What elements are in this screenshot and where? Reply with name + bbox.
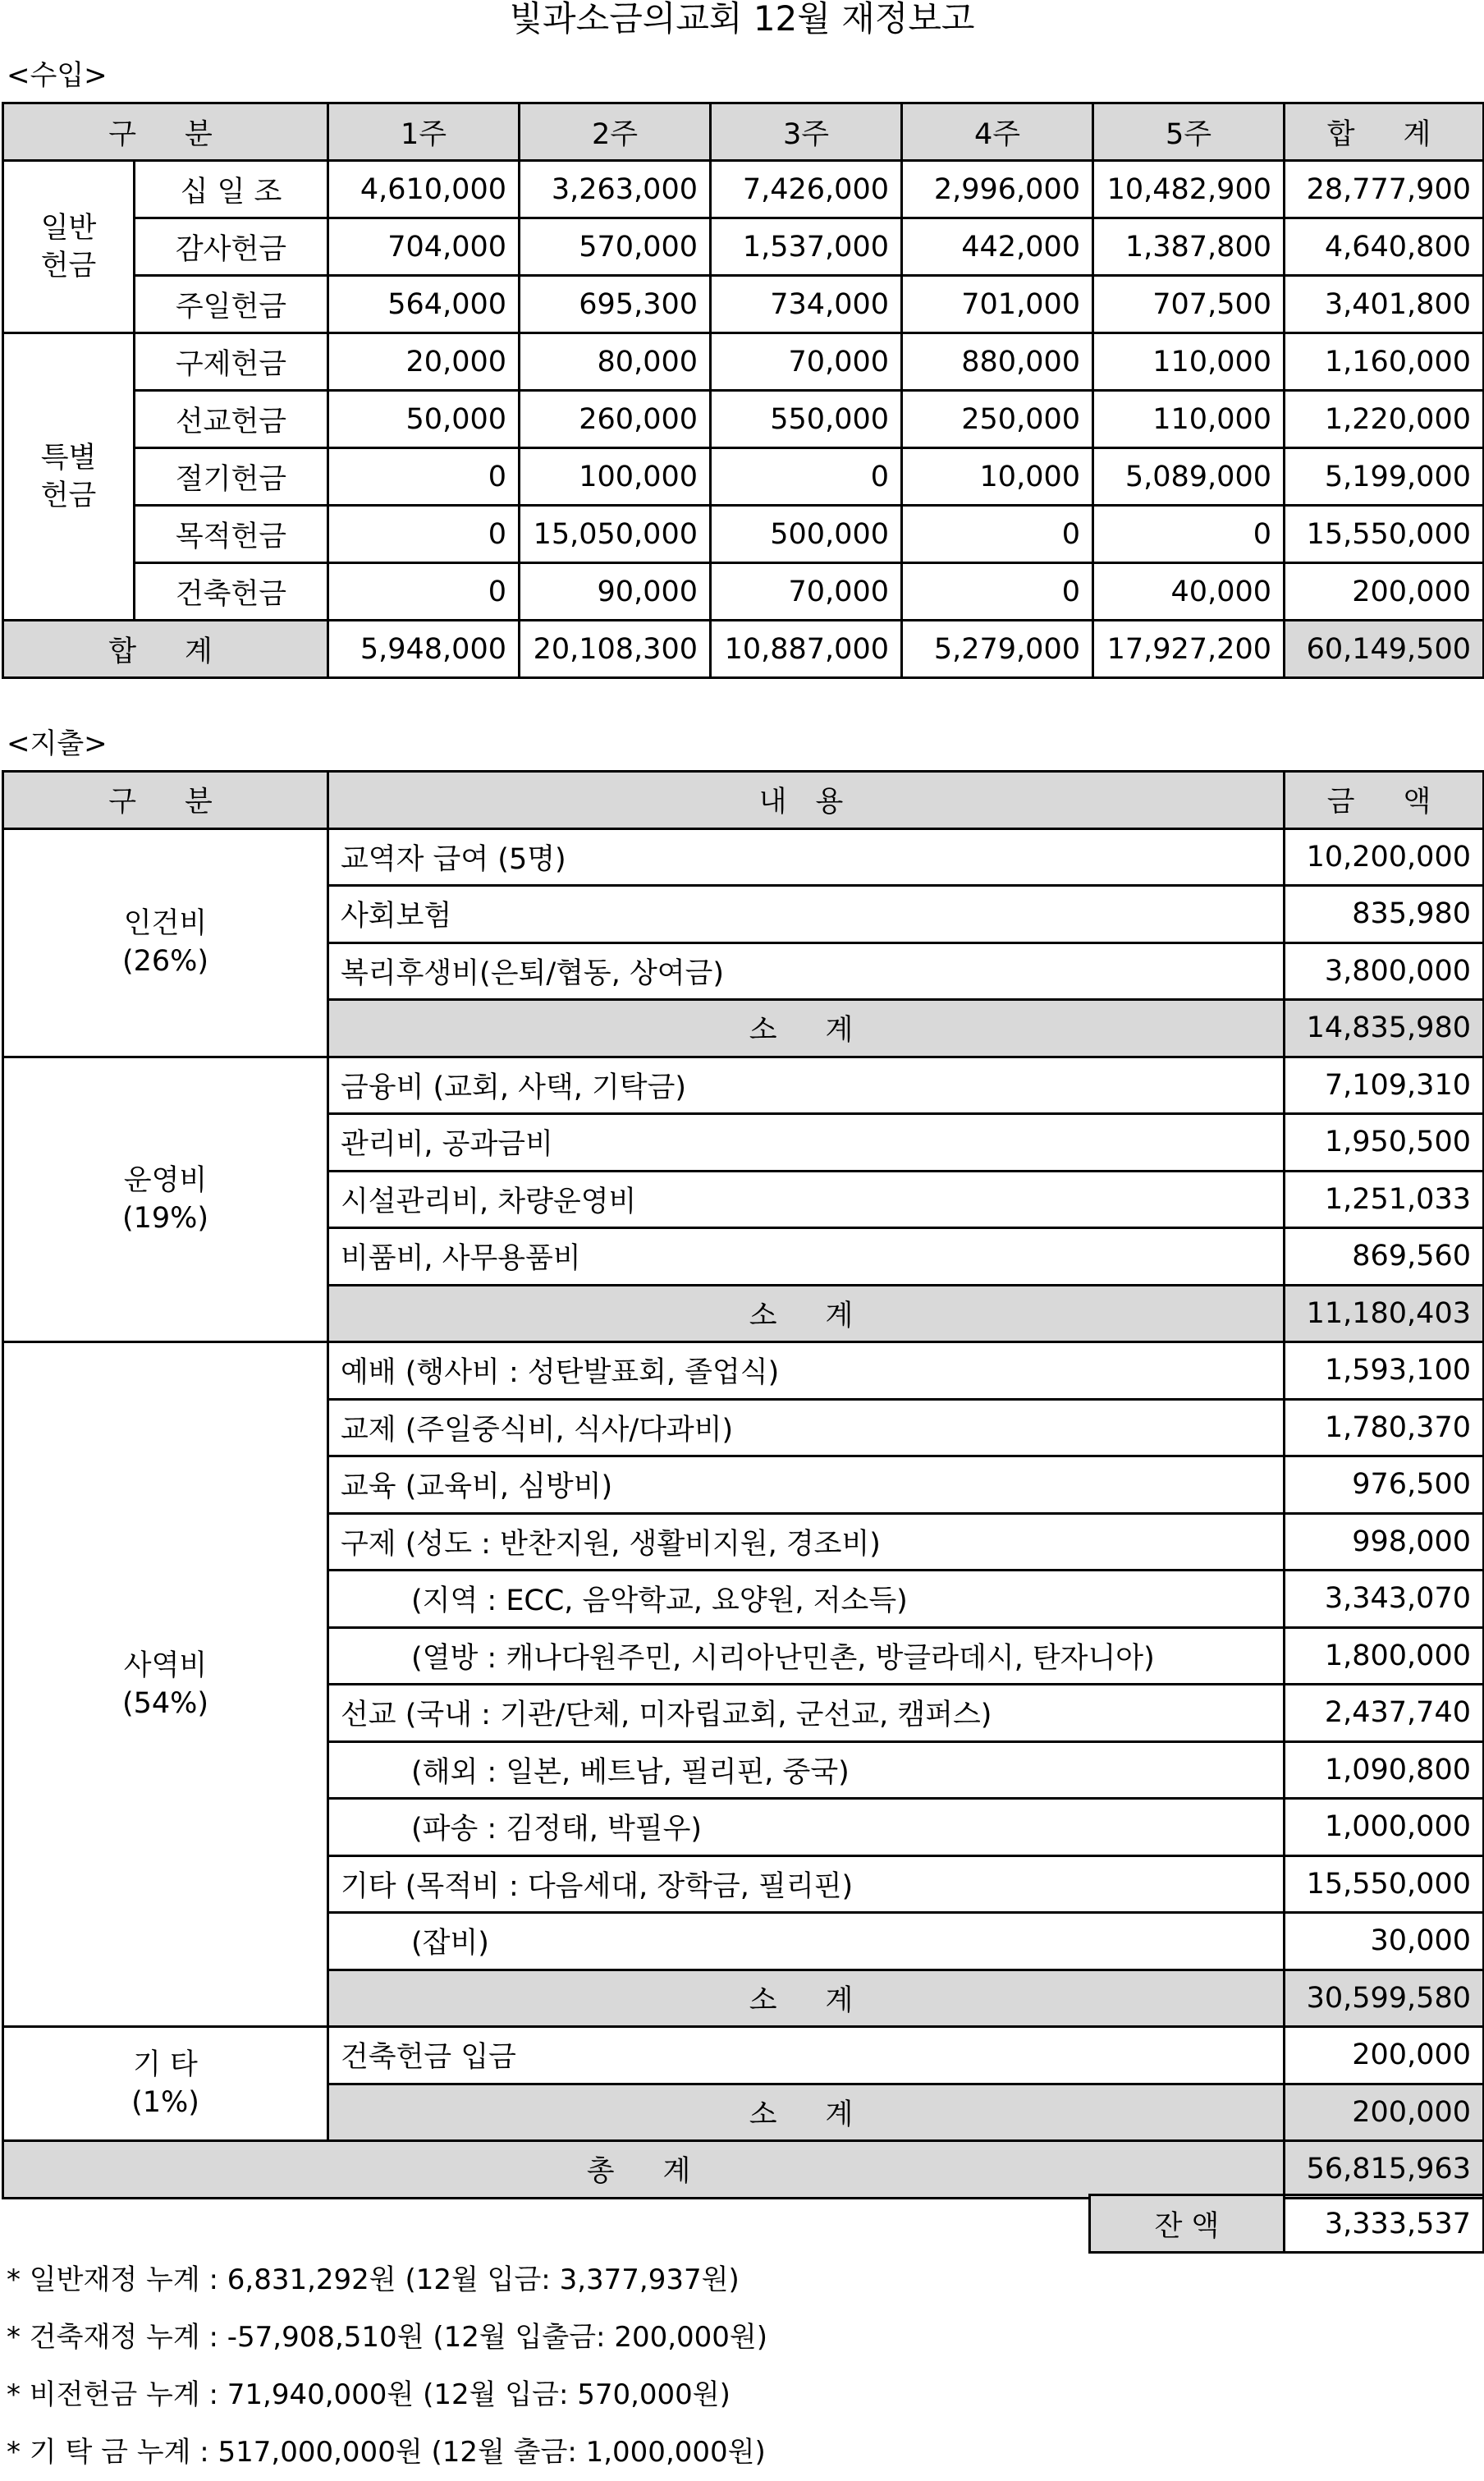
expense-subtotal-label: 소 계: [328, 2084, 1285, 2141]
income-sum-week: 20,108,300: [520, 621, 711, 678]
expense-item-desc: 비품비, 사무용품비: [328, 1228, 1285, 1286]
income-sum-week: 17,927,200: [1093, 621, 1285, 678]
expense-item-desc: 예배 (행사비 : 성탄발표회, 졸업식): [328, 1342, 1285, 1400]
expense-subtotal-label: 소 계: [328, 1970, 1285, 2027]
expense-item-desc: 선교 (국내 : 기관/단체, 미자립교회, 군선교, 캠퍼스): [328, 1685, 1285, 1742]
notes: [7, 2251, 767, 2481]
expense-item-desc: (지역 : ECC, 음악학교, 요양원, 저소득): [328, 1571, 1285, 1628]
expense-subtotal-amount: 30,599,580: [1285, 1970, 1484, 2027]
expense-item-amount: 15,550,000: [1285, 1855, 1484, 1913]
income-week-value: 100,000: [520, 448, 711, 506]
income-sum-week: 5,948,000: [328, 621, 520, 678]
income-week-value: 701,000: [902, 276, 1093, 333]
income-week-value: 707,500: [1093, 276, 1285, 333]
income-row: [3, 391, 1484, 448]
expense-item-amount: 1,593,100: [1285, 1342, 1484, 1400]
expense-item-desc: (잡비): [328, 1913, 1285, 1970]
income-item-name: 건축헌금: [135, 563, 328, 621]
income-week-value: 110,000: [1093, 391, 1285, 448]
expense-group-name: 사역비 (54%): [3, 1342, 328, 2027]
expense-header-content: 내 용: [328, 772, 1285, 829]
income-week-value: 0: [328, 506, 520, 563]
income-week-value: 7,426,000: [711, 161, 902, 218]
income-week-value: 40,000: [1093, 563, 1285, 621]
expense-row: [3, 1057, 1484, 1114]
income-row: [3, 276, 1484, 333]
expense-group-name: 기 타 (1%): [3, 2027, 328, 2141]
income-header-week-5: 5주: [1093, 103, 1285, 161]
expense-item-amount: 200,000: [1285, 2027, 1484, 2084]
income-item-name: 감사헌금: [135, 218, 328, 276]
expense-item-desc: 교육 (교육비, 심방비): [328, 1456, 1285, 1514]
income-week-value: 734,000: [711, 276, 902, 333]
income-row-total: 200,000: [1285, 563, 1484, 621]
expense-grand-total-amount: 56,815,963: [1285, 2141, 1484, 2199]
expense-item-desc: 기타 (목적비 : 다음세대, 장학금, 필리핀): [328, 1855, 1285, 1913]
balance-label: 잔 액: [1090, 2195, 1285, 2253]
expense-subtotal-amount: 11,180,403: [1285, 1285, 1484, 1342]
expense-item-amount: 1,950,500: [1285, 1114, 1484, 1172]
expense-grand-total-row: [3, 2141, 1484, 2199]
expense-item-desc: 건축헌금 입금: [328, 2027, 1285, 2084]
income-week-value: 10,000: [902, 448, 1093, 506]
expense-subtotal-label: 소 계: [328, 1000, 1285, 1057]
expense-row: [3, 828, 1484, 886]
expense-item-amount: 3,343,070: [1285, 1571, 1484, 1628]
income-header-week-1: 1주: [328, 103, 520, 161]
note-line: * 비전헌금 누계 : 71,940,000원 (12월 입금: 570,000원): [7, 2378, 731, 2411]
income-week-value: 0: [711, 448, 902, 506]
income-week-value: 5,089,000: [1093, 448, 1285, 506]
income-week-value: 110,000: [1093, 333, 1285, 391]
income-week-value: 564,000: [328, 276, 520, 333]
expense-header-row: [3, 772, 1484, 829]
income-row: [3, 563, 1484, 621]
expense-item-amount: 1,090,800: [1285, 1741, 1484, 1799]
income-row-total: 3,401,800: [1285, 276, 1484, 333]
balance-amount: 3,333,537: [1285, 2195, 1484, 2253]
expense-item-desc: (해외 : 일본, 베트남, 필리핀, 중국): [328, 1741, 1285, 1799]
income-week-value: 695,300: [520, 276, 711, 333]
expense-item-amount: 7,109,310: [1285, 1057, 1484, 1114]
income-week-value: 80,000: [520, 333, 711, 391]
income-week-value: 70,000: [711, 563, 902, 621]
income-row-total: 28,777,900: [1285, 161, 1484, 218]
income-item-name: 절기헌금: [135, 448, 328, 506]
income-header-total: 합 계: [1285, 103, 1484, 161]
expense-item-desc: (열방 : 캐나다원주민, 시리아난민촌, 방글라데시, 탄자니아): [328, 1627, 1285, 1685]
income-week-value: 0: [902, 563, 1093, 621]
income-sum-week: 5,279,000: [902, 621, 1093, 678]
expense-item-amount: 1,251,033: [1285, 1171, 1484, 1228]
income-row-total: 4,640,800: [1285, 218, 1484, 276]
income-item-name: 주일헌금: [135, 276, 328, 333]
page-title: 빛과소금의교회 12월 재정보고: [509, 0, 975, 39]
income-week-value: 0: [328, 563, 520, 621]
income-row-total: 1,220,000: [1285, 391, 1484, 448]
expense-item-amount: 1,800,000: [1285, 1627, 1484, 1685]
income-row: [3, 448, 1484, 506]
expense-header-amount: 금 액: [1285, 772, 1484, 829]
income-header-week-4: 4주: [902, 103, 1093, 161]
note-line: * 기 탁 금 누계 : 517,000,000원 (12월 출금: 1,000,000원): [7, 2436, 766, 2469]
income-week-value: 70,000: [711, 333, 902, 391]
income-week-value: 20,000: [328, 333, 520, 391]
income-week-value: 15,050,000: [520, 506, 711, 563]
expense-item-amount: 998,000: [1285, 1513, 1484, 1571]
balance-table: [1088, 2194, 1484, 2254]
expense-item-amount: 2,437,740: [1285, 1685, 1484, 1742]
income-row: [3, 161, 1484, 218]
income-week-value: 1,387,800: [1093, 218, 1285, 276]
expense-row: [3, 1342, 1484, 1400]
income-header-week-2: 2주: [520, 103, 711, 161]
expense-item-amount: 3,800,000: [1285, 942, 1484, 1000]
income-week-value: 550,000: [711, 391, 902, 448]
income-row: [3, 506, 1484, 563]
expense-item-desc: 복리후생비(은퇴/협동, 상여금): [328, 942, 1285, 1000]
expense-subtotal-label: 소 계: [328, 1285, 1285, 1342]
expense-item-desc: 관리비, 공과금비: [328, 1114, 1285, 1172]
income-week-value: 880,000: [902, 333, 1093, 391]
income-week-value: 704,000: [328, 218, 520, 276]
expense-item-amount: 869,560: [1285, 1228, 1484, 1286]
expense-row: [3, 2027, 1484, 2084]
income-sum-week: 10,887,000: [711, 621, 902, 678]
income-week-value: 90,000: [520, 563, 711, 621]
expense-item-desc: 교역자 급여 (5명): [328, 828, 1285, 886]
income-row-total: 15,550,000: [1285, 506, 1484, 563]
expense-header-gubun: 구 분: [3, 772, 328, 829]
income-week-value: 442,000: [902, 218, 1093, 276]
income-header-gubun: 구 분: [3, 103, 328, 161]
income-week-value: 50,000: [328, 391, 520, 448]
income-sum-label: 합 계: [3, 621, 328, 678]
income-item-name: 선교헌금: [135, 391, 328, 448]
expense-item-desc: 금융비 (교회, 사택, 기탁금): [328, 1057, 1285, 1114]
expense-subtotal-amount: 200,000: [1285, 2084, 1484, 2141]
income-week-value: 250,000: [902, 391, 1093, 448]
expense-group-name: 인건비 (26%): [3, 828, 328, 1057]
income-row-total: 1,160,000: [1285, 333, 1484, 391]
expense-item-amount: 1,780,370: [1285, 1399, 1484, 1456]
expense-item-amount: 10,200,000: [1285, 828, 1484, 886]
expense-subtotal-amount: 14,835,980: [1285, 1000, 1484, 1057]
income-header-week-3: 3주: [711, 103, 902, 161]
income-week-value: 0: [1093, 506, 1285, 563]
income-week-value: 10,482,900: [1093, 161, 1285, 218]
income-week-value: 3,263,000: [520, 161, 711, 218]
expense-item-desc: 시설관리비, 차량운영비: [328, 1171, 1285, 1228]
expense-item-desc: 구제 (성도 : 반찬지원, 생활비지원, 경조비): [328, 1513, 1285, 1571]
income-week-value: 2,996,000: [902, 161, 1093, 218]
income-week-value: 260,000: [520, 391, 711, 448]
income-week-value: 570,000: [520, 218, 711, 276]
expense-group-name: 운영비 (19%): [3, 1057, 328, 1342]
income-week-value: 0: [902, 506, 1093, 563]
income-item-name: 십 일 조: [135, 161, 328, 218]
income-sum-row: [3, 621, 1484, 678]
income-week-value: 4,610,000: [328, 161, 520, 218]
note-line: * 건축재정 누계 : -57,908,510원 (12월 입출금: 200,000원): [7, 2321, 768, 2354]
expense-item-amount: 30,000: [1285, 1913, 1484, 1970]
expense-item-desc: (파송 : 김정태, 박필우): [328, 1799, 1285, 1856]
income-row-total: 5,199,000: [1285, 448, 1484, 506]
expense-section-label: <지출>: [7, 727, 108, 760]
income-row: [3, 333, 1484, 391]
expense-item-amount: 1,000,000: [1285, 1799, 1484, 1856]
expense-item-desc: 교제 (주일중식비, 식사/다과비): [328, 1399, 1285, 1456]
expense-item-desc: 사회보험: [328, 886, 1285, 943]
income-header-row: [3, 103, 1484, 161]
income-week-value: 1,537,000: [711, 218, 902, 276]
expense-table: [2, 770, 1484, 2199]
income-table: [2, 102, 1484, 679]
note-line: * 일반재정 누계 : 6,831,292원 (12월 입금: 3,377,937원): [7, 2263, 740, 2296]
income-section-label: <수입>: [7, 59, 108, 92]
expense-item-amount: 976,500: [1285, 1456, 1484, 1514]
income-row: [3, 218, 1484, 276]
income-week-value: 500,000: [711, 506, 902, 563]
income-group-name: 일반 헌금: [3, 161, 135, 333]
income-group-name: 특별 헌금: [3, 333, 135, 621]
income-item-name: 목적헌금: [135, 506, 328, 563]
expense-item-amount: 835,980: [1285, 886, 1484, 943]
expense-grand-total-label: 총 계: [3, 2141, 1285, 2199]
income-grand-total: 60,149,500: [1285, 621, 1484, 678]
income-item-name: 구제헌금: [135, 333, 328, 391]
income-week-value: 0: [328, 448, 520, 506]
